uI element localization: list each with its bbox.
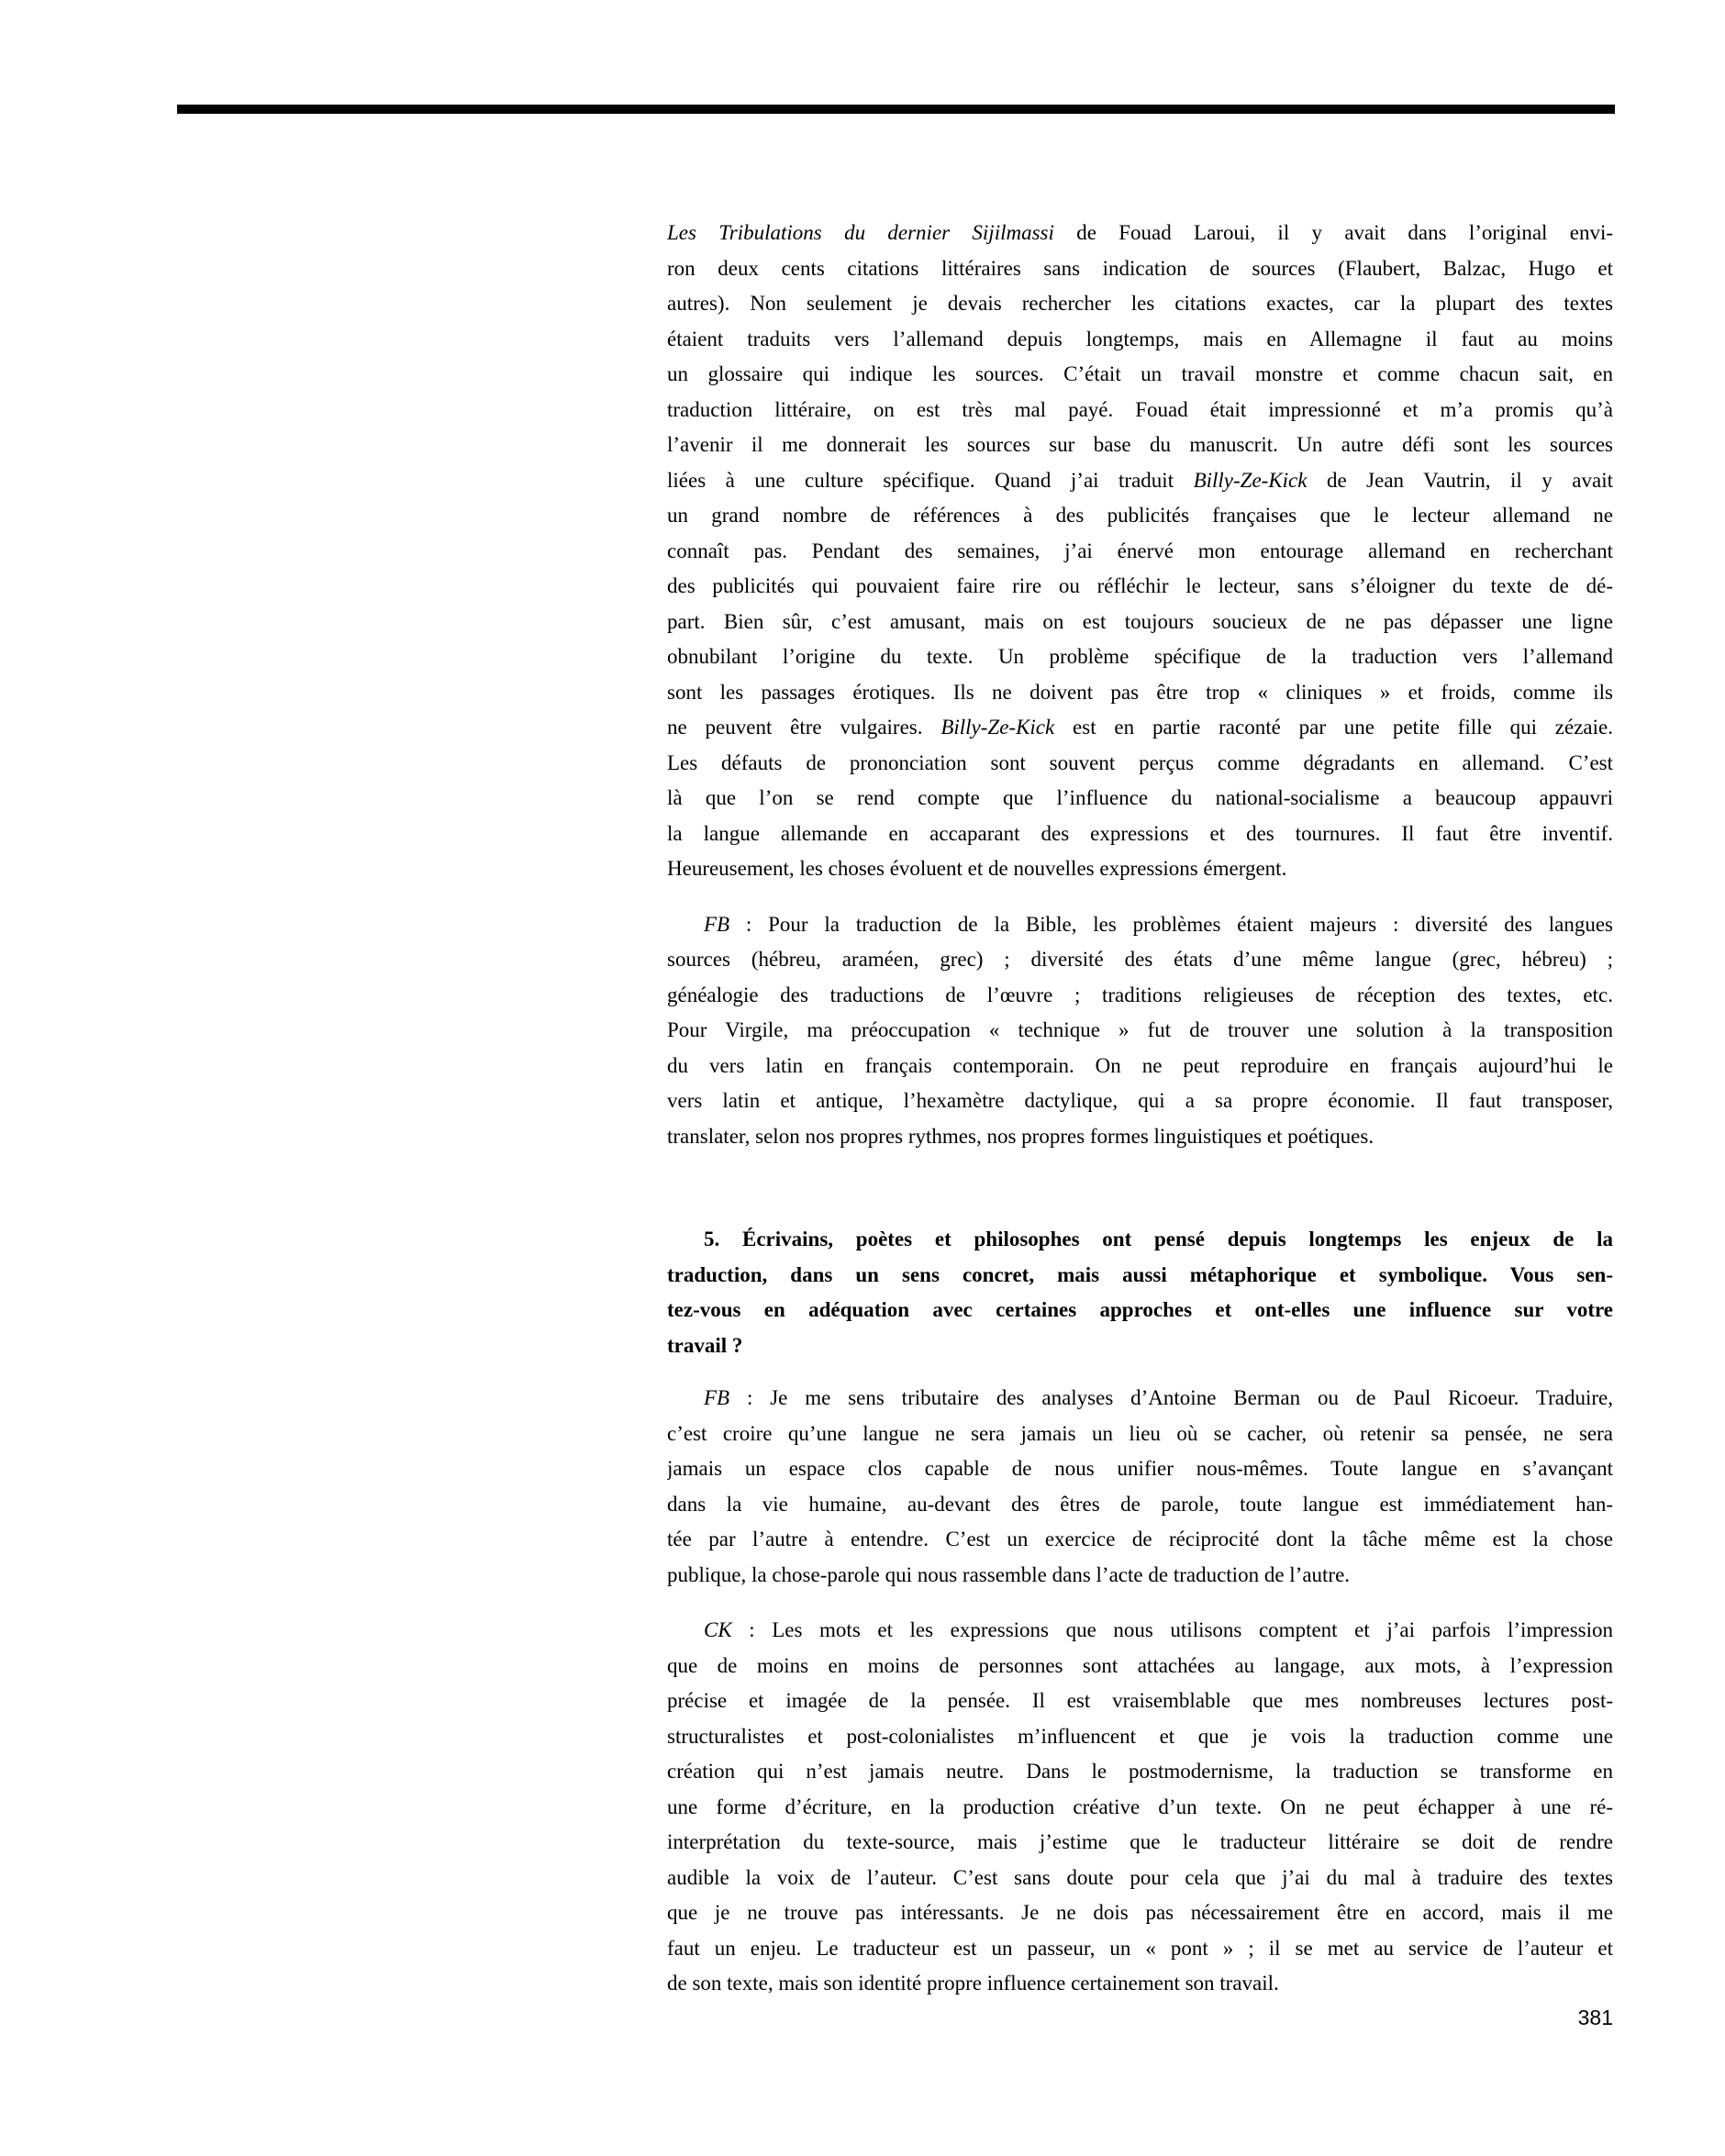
text-line: Pour Virgile, ma préoccupation « technique » fut de trouver une solution à la transposition (667, 1018, 1613, 1041)
text-line: tez-vous en adéquation avec certaines approches et ont-elles une influence sur votre (667, 1298, 1613, 1321)
text-line: précise et imagée de la pensée. Il est vraisemblable que mes nombreuses lectures post- (667, 1689, 1613, 1712)
text-line: du vers latin en français contemporain. On ne peut reproduire en français aujourd’hui le (667, 1053, 1613, 1077)
italic-text: Billy-Ze-Kick (940, 716, 1055, 739)
paragraph-fb-bible (667, 907, 1613, 1155)
text-line: traduction, dans un sens concret, mais aussi métaphorique et symbolique. Vous sen- (667, 1262, 1613, 1286)
text-line: interprétation du texte-source, mais j’estime que le traducteur littéraire se doit de rendre (667, 1830, 1613, 1853)
text-line: FB : Je me sens tributaire des analyses d’Antoine Berman ou de Paul Ricoeur. Traduire, (704, 1386, 1613, 1409)
text-line: Les Tribulations du dernier Sijilmassi de Fouad Laroui, il y avait dans l’original envi- (667, 221, 1613, 244)
italic-text: CK (704, 1618, 732, 1641)
text-line: faut un enjeu. Le traducteur est un passeur, un « pont » ; il se met au service de l’auteur et (667, 1936, 1613, 1960)
text-line: ron deux cents citations littéraires sans indication de sources (Flaubert, Balzac, Hugo et (667, 256, 1613, 280)
text-line: ne peuvent être vulgaires. Billy-Ze-Kick est en partie raconté par une petite fille qui zézaie. (667, 716, 1613, 739)
question-5 (667, 1222, 1613, 1363)
text-line: des publicités qui pouvaient faire rire ou réfléchir le lecteur, sans s’éloigner du texte de dé- (667, 574, 1613, 597)
text-line: traduction littéraire, on est très mal payé. Fouad était impressionné et m’a promis qu’à (667, 397, 1613, 421)
text-line: CK : Les mots et les expressions que nous utilisons comptent et j’ai parfois l’impression (704, 1618, 1613, 1641)
text-line: là que l’on se rend compte que l’influence du national-socialisme a beaucoup appauvri (667, 786, 1613, 809)
text-line: FB : Pour la traduction de la Bible, les problèmes étaient majeurs : diversité des langues (704, 912, 1613, 936)
paragraph-fb-berman (667, 1381, 1613, 1593)
text-line: connaît pas. Pendant des semaines, j’ai énervé mon entourage allemand en recherchant (667, 539, 1613, 562)
text-line: c’est croire qu’une langue ne sera jamais un lieu où se cacher, où retenir sa pensée, ne sera (667, 1421, 1613, 1445)
text-line: l’avenir il me donnerait les sources sur base du manuscrit. Un autre défi sont les sources (667, 433, 1613, 456)
text-line: tée par l’autre à entendre. C’est un exercice de réciprocité dont la tâche même est la chose (667, 1528, 1613, 1550)
text-line: généalogie des traductions de l’œuvre ; traditions religieuses de réception des textes, etc. (667, 983, 1613, 1006)
text-line: dans la vie humaine, au-devant des êtres de parole, toute langue est immédiatement han- (667, 1492, 1613, 1516)
text-line: 5. Écrivains, poètes et philosophes ont pensé depuis longtemps les enjeux de la (704, 1228, 1613, 1250)
text-line: la langue allemande en accaparant des expressions et des tournures. Il faut être inventif. (667, 821, 1613, 845)
text-column (667, 216, 1613, 2002)
text-line: que de moins en moins de personnes sont attachées au langage, aux mots, à l’expression (667, 1653, 1613, 1677)
text-line: structuralistes et post-colonialistes m’influencent et que je vois la traduction comme une (667, 1724, 1613, 1748)
text-line: travail ? (667, 1333, 743, 1357)
top-rule (177, 105, 1615, 114)
page-number: 381 (1577, 2006, 1613, 2029)
text-line: obnubilant l’origine du texte. Un problème spécifique de la traduction vers l’allemand (667, 645, 1613, 668)
text-line: liées à une culture spécifique. Quand j’ai traduit Billy-Ze-Kick de Jean Vautrin, il y avait (667, 468, 1613, 492)
paragraph-continuation (667, 216, 1613, 887)
text-line: de son texte, mais son identité propre influence certainement son travail. (667, 1972, 1279, 1995)
italic-text: FB (704, 1386, 730, 1409)
text-line: jamais un espace clos capable de nous unifier nous-mêmes. Toute langue en s’avançant (667, 1457, 1613, 1480)
text-line: vers latin et antique, l’hexamètre dactylique, qui a sa propre économie. Il faut transposer, (667, 1089, 1613, 1112)
text-line: audible la voix de l’auteur. C’est sans doute pour cela que j’ai du mal à traduire des textes (667, 1865, 1613, 1889)
text-line: un grand nombre de références à des publicités françaises que le lecteur allemand ne (667, 504, 1613, 527)
text-line: part. Bien sûr, c’est amusant, mais on est toujours soucieux de ne pas dépasser une ligne (667, 609, 1613, 633)
text-line: translater, selon nos propres rythmes, nos propres formes linguistiques et poétiques. (667, 1124, 1374, 1148)
text-line: un glossaire qui indique les sources. C’était un travail monstre et comme chacun sait, en (667, 362, 1613, 385)
text-line: que je ne trouve pas intéressants. Je ne dois pas nécessairement être en accord, mais il me (667, 1901, 1613, 1924)
text-line: étaient traduits vers l’allemand depuis longtemps, mais en Allemagne il faut au moins (667, 327, 1613, 350)
text-line: Les défauts de prononciation sont souvent perçus comme dégradants en allemand. C’est (667, 750, 1613, 774)
text-line: Heureusement, les choses évoluent et de nouvelles expressions émergent. (667, 857, 1287, 880)
text-line: sont les passages érotiques. Ils ne doivent pas être trop « cliniques » et froids, comme ils (667, 680, 1613, 704)
italic-text: Les Tribulations du dernier Sijilmassi (667, 221, 1054, 244)
italic-text: FB (704, 912, 730, 936)
italic-text: Billy-Ze-Kick (1193, 468, 1308, 492)
text-line: autres). Non seulement je devais rechercher les citations exactes, car la plupart des textes (667, 292, 1613, 315)
text-line: sources (hébreu, araméen, grec) ; diversité des états d’une même langue (grec, hébreu) ; (667, 948, 1613, 971)
paragraph-ck (667, 1613, 1613, 2002)
text-line: une forme d’écriture, en la production créative d’un texte. On ne peut échapper à une ré- (667, 1795, 1613, 1818)
text-line: création qui n’est jamais neutre. Dans le postmodernisme, la traduction se transforme en (667, 1760, 1613, 1783)
text-line: publique, la chose-parole qui nous rassemble dans l’acte de traduction de l’autre. (667, 1562, 1351, 1586)
